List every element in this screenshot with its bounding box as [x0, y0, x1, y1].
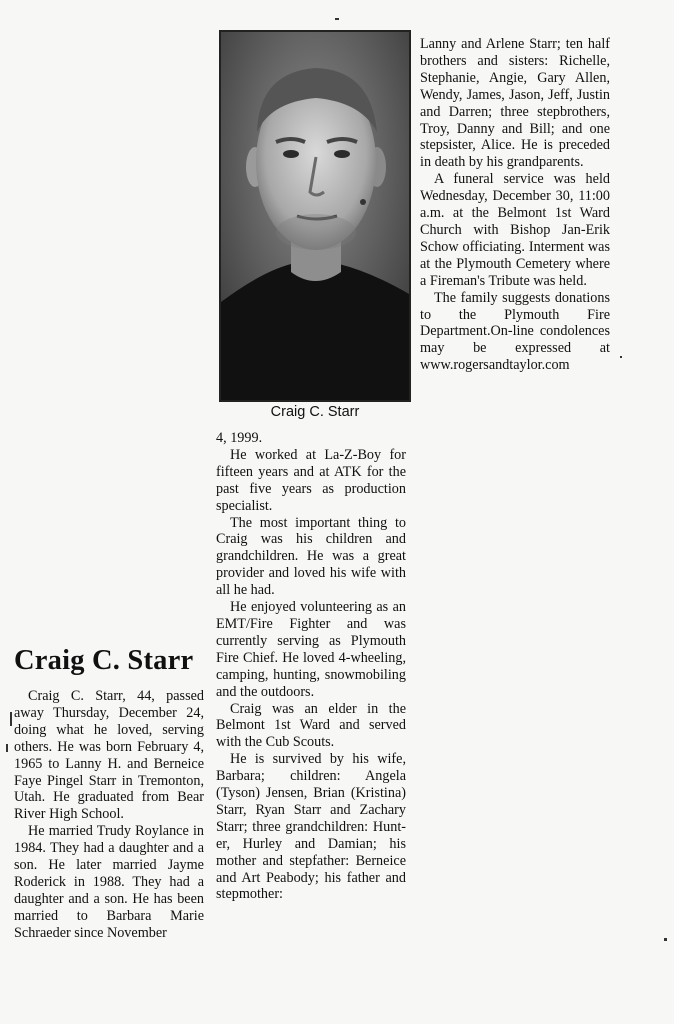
paragraph: Craig was an elder in the Belmont 1st Ward and served with the Cub Scouts.	[216, 700, 406, 751]
paragraph: He is survived by his wife, Barbara; children: Angela (Tyson) Jensen, Brian (Kristina) Starr, Ryan Starr and Zachary Starr; three grandchildren: Hunter, Hurley and Damian; his mother and stepfather: Berneice and Art Peabody; his father and stepmother:	[216, 751, 406, 903]
scan-speck	[620, 356, 622, 358]
paragraph: He enjoyed volunteering as an EMT/Fire Fighter and was currently serving as Plymouth Fire Chief. He loved 4-wheeling, camping, hunting, snowmobiling and the outdoors.	[216, 599, 406, 700]
paragraph: Craig C. Starr, 44, passed away Thursday, December 24, doing what he loved, serving others. He was born February 4, 1965 to Lanny H. and Berneice Faye Pingel Starr in Tremonton, Utah. He graduated from Bear River High School.	[14, 688, 204, 823]
scan-speck	[664, 938, 667, 941]
portrait-photo	[219, 30, 411, 402]
paragraph: He married Trudy Roylance in 1984. They had a daughter and a son. He later married Jayme Roderick in 1988. They had a daughter and a son. He has been married to Barbara Marie Schraeder since November	[14, 823, 204, 941]
paragraph: He worked at La-Z-Boy for fifteen years and at ATK for the past five years as production specialist.	[216, 446, 406, 514]
paragraph: Lanny and Arlene Starr; ten half brothers and sisters: Richelle, Stephanie, Angie, Gary Allen, Wendy, James, Jason, Jeff, Justin and Darren; three stepbrothers, Troy, Danny and Bill; and one stepsister, Alice. He is preceded in death by his grandparents.	[420, 36, 610, 171]
middle-column	[216, 430, 406, 903]
scan-speck	[6, 744, 8, 752]
portrait-image	[221, 32, 409, 400]
paragraph: 4, 1999.	[216, 430, 263, 446]
paragraph: A funeral service was held Wednesday, December 30, 11:00 a.m. at the Belmont 1st Ward Church with Bishop Jan-Erik Schow officiating. Interment was at the Plymouth Cemetery where a Fireman's Tribute was held.	[420, 171, 610, 289]
photo-caption: Craig C. Starr	[270, 404, 360, 420]
scan-speck	[10, 712, 12, 726]
obituary-headline: Craig C. Starr	[14, 645, 194, 676]
scan-speck	[335, 18, 339, 20]
paragraph: The most important thing to Craig was his children and grandchildren. He was a great provider and loved his wife with all he had.	[216, 514, 406, 599]
right-column	[420, 36, 610, 374]
paragraph: The family suggests donations to the Plymouth Fire Department.On-line condolences may be expressed at www.rogersandtaylor.com	[420, 289, 610, 374]
left-column	[14, 688, 204, 942]
